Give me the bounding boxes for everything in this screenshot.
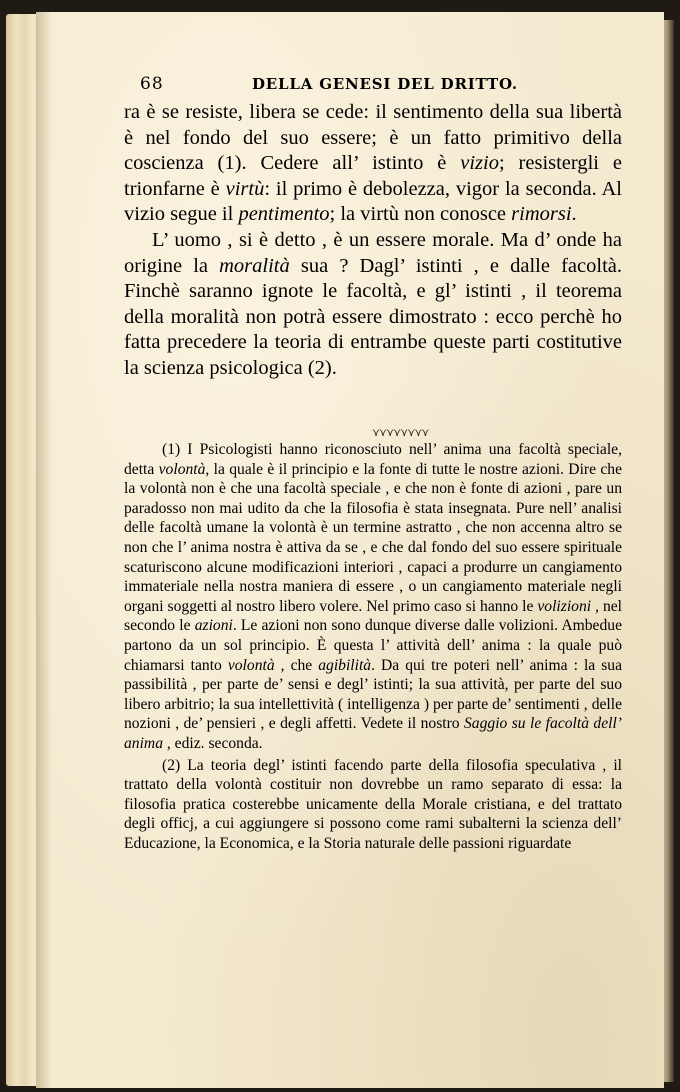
footnote-2 <box>124 756 622 854</box>
italic-term: pentimento <box>238 203 330 226</box>
page-edge-left <box>6 14 40 1086</box>
running-title: DELLA GENESI DEL DRITTO. <box>252 75 518 93</box>
text-run: . <box>571 203 577 226</box>
text-run: . Da qui tre poteri nell’ anima : la sua passibilità , per parte de’ sensi e degl’ istinti; la sua attività, per parte del suo libero arbitrio; la sua intellettività ( intelligenza ) per parte de’ sentimenti , delle nozioni , de’ pensieri , e degli affetti. Vedete il nostro <box>124 656 623 733</box>
text-run: sua ? Dagl’ istinti , e dalle facoltà. Finchè saranno ignote le facoltà, e gl’ istinti , il teorema della moralità non potrà essere dimostrato : ecco perchè ho fatta precedere la teoria di entrambe queste parti costitutive la scienza psicologica (2). <box>124 254 622 379</box>
italic-term: rimorsi <box>511 203 572 226</box>
main-text <box>124 100 622 382</box>
text-run: ; la virtù non conosce <box>329 203 512 226</box>
text-run: , ediz. seconda. <box>162 734 263 752</box>
main-paragraph-1 <box>124 100 622 228</box>
text-run: , che <box>274 656 319 674</box>
text-run: ra è se resiste, libera se cede: il sentimento della sua libertà è nel fondo del suo essere; è un fatto primitivo della coscienza (1). Cedere all’ istinto è <box>124 101 622 175</box>
italic-term: azioni <box>194 617 233 635</box>
text-run: . Le azioni non sono dunque diverse dalle volizioni. Ambedue partono da un sol principio. È questa l’ attività dell’ anima : la quale può chiamarsi tanto <box>124 617 622 674</box>
italic-term: volontà <box>158 460 206 478</box>
text-run: : il primo è debolezza, vigor la seconda. Al vizio segue il <box>124 177 623 226</box>
italic-term: Saggio su le facoltà dell’ anima <box>124 715 622 752</box>
text-run: , nel secondo le <box>124 597 622 635</box>
footnotes <box>124 440 622 853</box>
italic-term: volontà <box>227 656 275 674</box>
text-run: (2) La teoria degl’ istinti facendo parte della filosofia speculativa , il trattato della volontà costituir non dovrebbe un ramo separato di essa: la filosofia pratica costerebbe unicamente della Morale cristiana, e del trattato degli officj, a cui aggiungere si possono come rami subalterni la scienza dell’ Educazione, la Economica, e la Storia naturale delle passioni riguardate <box>124 756 622 852</box>
text-run: ; resistergli e trionfarne è <box>124 152 622 200</box>
italic-term: agibilità <box>318 656 372 674</box>
italic-term: vizio <box>460 152 499 175</box>
footnote-1 <box>124 440 622 754</box>
italic-term: moralità <box>219 254 290 277</box>
gutter-shadow <box>36 12 52 1088</box>
text-run: L’ uomo , si è detto , è un essere morale. Ma d’ onde ha origine la <box>124 228 622 277</box>
page-number: 68 <box>140 74 164 94</box>
page-header <box>140 74 600 98</box>
text-run: , la quale è il principio e la fonte di tutte le nostre azioni. Dire che la volontà non è che una facoltà speciale , e che non è fonte di azioni , pare un paradosso non mai udito da che la filosofia è stata insegnata. Pure nell’ analisi delle facoltà umane la volontà è un termine astratto , che non accenna altro se non che l’ anima nostra è attiva da se , e che dal fondo del suo essere spirituale scaturiscono alcune modificazioni interiori , capaci a produrre un cangiamento immateriale nella nostra maniera di essere , o un cangiamento materiale negli organi soggetti al nostro libero volere. Nel primo caso si hanno le <box>124 460 622 615</box>
italic-term: virtù <box>225 177 265 200</box>
text-run: (1) I Psicologisti hanno riconosciuto nell’ anima una facoltà speciale, detta <box>124 441 622 478</box>
section-ornament: ⋎⋎⋎⋎⋎⋎⋎⋎ <box>372 426 429 439</box>
italic-term: volizioni <box>537 597 592 615</box>
main-paragraph-2 <box>124 228 622 382</box>
